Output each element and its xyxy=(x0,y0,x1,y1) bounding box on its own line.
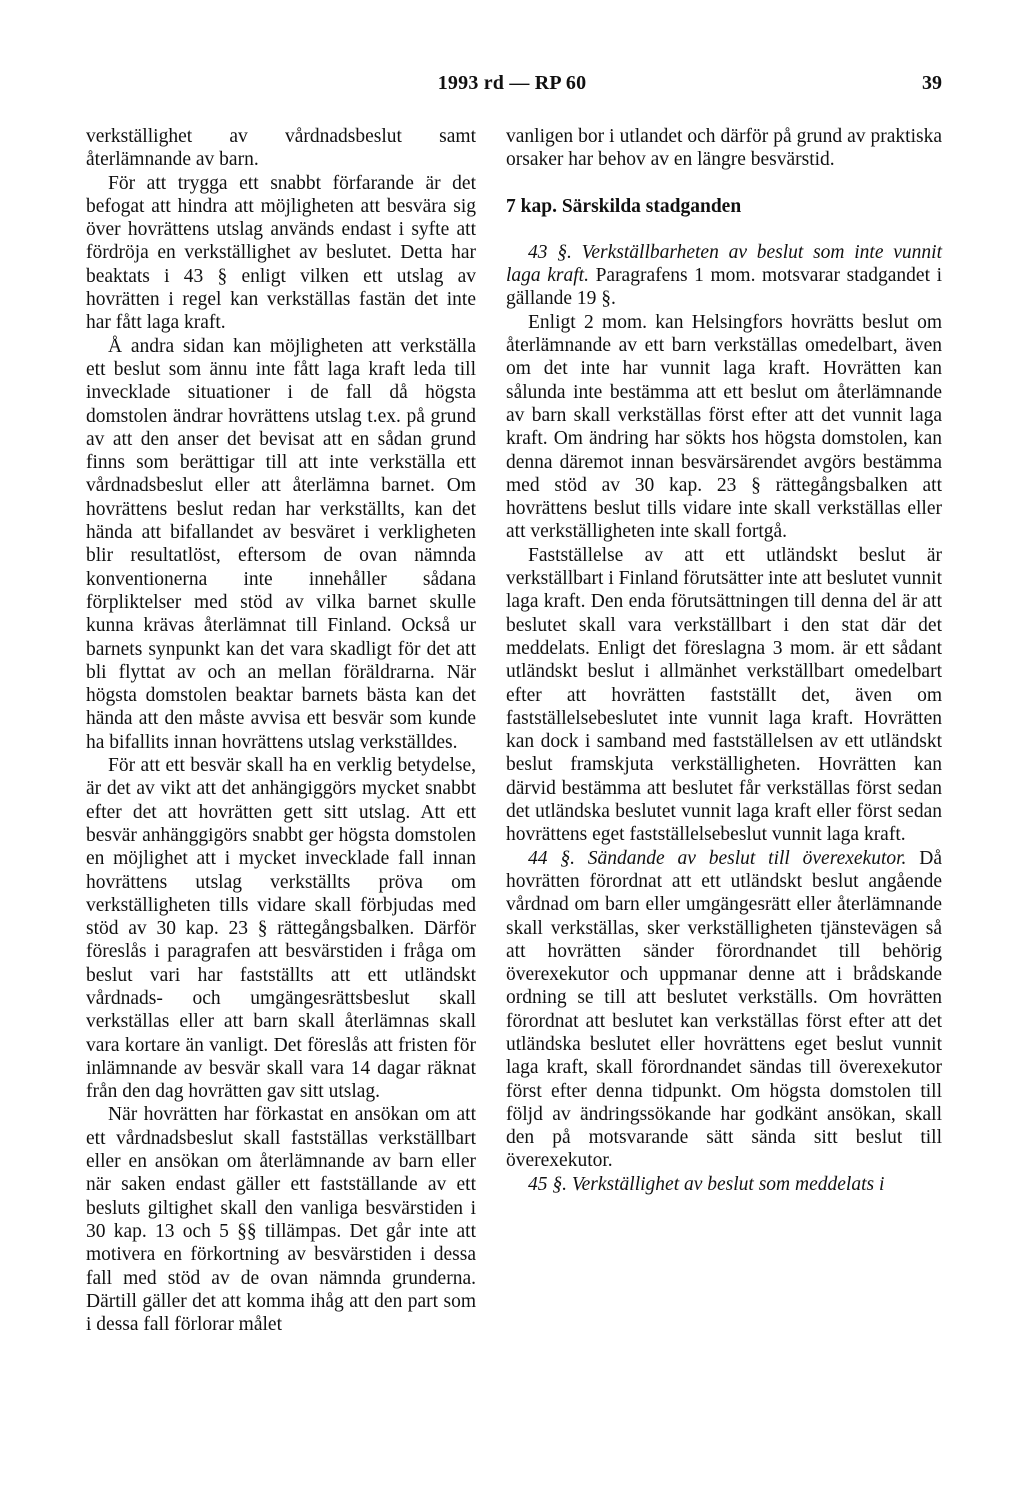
left-column xyxy=(86,125,476,1336)
paragraph: verkställighet av vårdnadsbeslut samt återlämnande av barn. xyxy=(86,126,476,171)
running-title: 1993 rd — RP 60 xyxy=(437,72,587,94)
paragraph: När hovrätten har förkastat en ansökan om att ett vårdnadsbeslut skall fastställas verkställbart eller en ansökan om återlämnande av barn eller när saken endast gäller ett fastställande av ett besluts giltighet skall den vanliga besvärstiden i 30 kap. 13 och 5 §§ tillämpas. Det går inte att motivera en förkortning av besvärstiden i dessa fall med stöd av de ovan nämnda grunderna. Därtill gäller det att komma ihåg att den part som i dessa fall förlorar målet xyxy=(86,1104,476,1336)
section-43-label: 43 §. Verkställbarheten av beslut som inte vunnit laga kraft. xyxy=(506,241,942,287)
section-45-label: 45 §. Verkställighet av beslut som meddelats i xyxy=(528,1173,885,1195)
paragraph: Å andra sidan kan möjligheten att verkställa ett beslut som ännu inte fått laga kraft leda till invecklade situationer i de fall då högsta domstolen ändrar hovrättens utslag t.ex. på grund av att den anser det bevisat att en sådan grund finns som berättigar till att inte verkställa ett vårdnadsbeslut eller att återlämna barnet. Om hovrättens beslut redan har verkställts, kan det hända att bifallandet av besväret i verkligheten blir resultatlöst, eftersom de ovan nämnda konventionerna inte innehåller sådana förpliktelser med stöd av vilka barnet skulle kunna krävas återlämnat till Finland. Också ur barnets synpunkt kan det vara skadligt för det att bli flyttat av och an mellan föräldrarna. När högsta domstolen beaktar barnets bästa kan det hända att den måste avvisa ett besvär som kunde ha bifallits innan hovrättens utslag verkställdes. xyxy=(86,335,476,753)
section-43 xyxy=(506,241,942,311)
page-number: 39 xyxy=(922,72,942,94)
chapter-heading-text: 7 kap. Särskilda stadganden xyxy=(506,195,742,217)
right-column xyxy=(506,125,942,1196)
paragraph: För att ett besvär skall ha en verklig betydelse, är det av vikt att det anhängiggörs mycket snabbt efter det att hovrätten gett sitt utslag. Att ett besvär anhänggigörs snabbt ger högsta domstolen en möjlighet att i mycket invecklade fall innan hovrättens utslag verkställts pröva om verkställigheten tills vidare skall förbjudas med stöd av 30 kap. 23 § rättegångsbalken. Därför föreslås i paragrafen att besvärstiden i fråga om beslut vari har fastställts att ett utländskt vårdnads- och umgängesrättsbeslut skall verkställas eller att barn skall återlämnas skall vara kortare än vanligt. Det föreslås att fristen för inlämnande av besvär skall vara 14 dagar räknat från den dag hovrätten gav sitt utslag. xyxy=(86,755,476,1103)
page-header xyxy=(0,72,1024,102)
section-44-label: 44 §. Sändande av beslut till överexekutor. xyxy=(528,847,907,869)
paragraph: Enligt 2 mom. kan Helsingfors hovrätts beslut om återlämnande av ett barn verkställas omedelbart, även om det inte har vunnit laga kraft. Hovrätten kan sålunda inte bestämma att ett beslut om återlämnande av barn skall verkställas först efter att det vunnit laga kraft. Om ändring har sökts hos högsta domstolen, kan denna däremot innan besvärsärendet avgörs bestämma med stöd av 30 kap. 23 § rättegångsbalken att hovrättens beslut tills vidare inte skall verkställas eller att verkställigheten inte skall fortgå. xyxy=(506,311,942,543)
section-43-text: Paragrafens 1 mom. motsvarar stadgandet i gällande 19 §. xyxy=(506,265,943,310)
chapter-heading xyxy=(506,195,942,218)
section-44 xyxy=(506,847,942,1173)
paragraph: För att trygga ett snabbt förfarande är det befogat att hindra att möjligheten att besvära sig över hovrättens utslag används endast i syfte att fördröja en verkställighet av beslutet. Detta har beaktats i 43 § enligt vilken ett utslag av hovrätten i regel kan verkställas fastän det inte har fått laga kraft. xyxy=(86,172,476,334)
section-44-text: Då hovrätten förordnat att ett utländskt beslut angående vårdnad om barn eller umgängesrätt eller återlämnande skall verkställas, sker verkställigheten tjänstevägen så att hovrätten sänder förordnandet till behörig överexekutor och uppmanar denne att i brådskande ordning se till att beslutet verkställs. Om hovrätten förordnat att beslutet kan verkställas först efter att det utländska beslutet eller hovrättens eget beslut vunnit laga kraft, skall förordnandet sändas till överexekutor först efter denna tidpunkt. Om högsta domstolen till följd av ändringssökande har godkänt ansökan, skall den på motsvarande sätt sända sitt beslut till överexekutor. xyxy=(506,847,942,1172)
paragraph: Fastställelse av att ett utländskt beslut är verkställbart i Finland förutsätter inte att beslutet vunnit laga kraft. Den enda förutsättningen till denna del är att beslutet skall vara verkställbart i den stat där det meddelats. Enligt det föreslagna 3 mom. är ett sådant utländskt beslut i allmänhet verkställbart omedelbart efter att hovrätten fastställt det, även om fastställelsebeslutet inte vunnit laga kraft. Hovrätten kan dock i samband med fastställelsen av ett utländskt beslut framskjuta verkställigheten. Hovrätten kan därvid bestämma att beslutet får verkställas först sedan det utländska beslutet vunnit laga kraft eller först sedan hovrättens eget fastställelsebeslut vunnit laga kraft. xyxy=(506,544,942,846)
paragraph: vanligen bor i utlandet och därför på grund av praktiska orsaker har behov av en längre besvärstid. xyxy=(506,126,942,171)
section-45 xyxy=(506,1173,942,1196)
